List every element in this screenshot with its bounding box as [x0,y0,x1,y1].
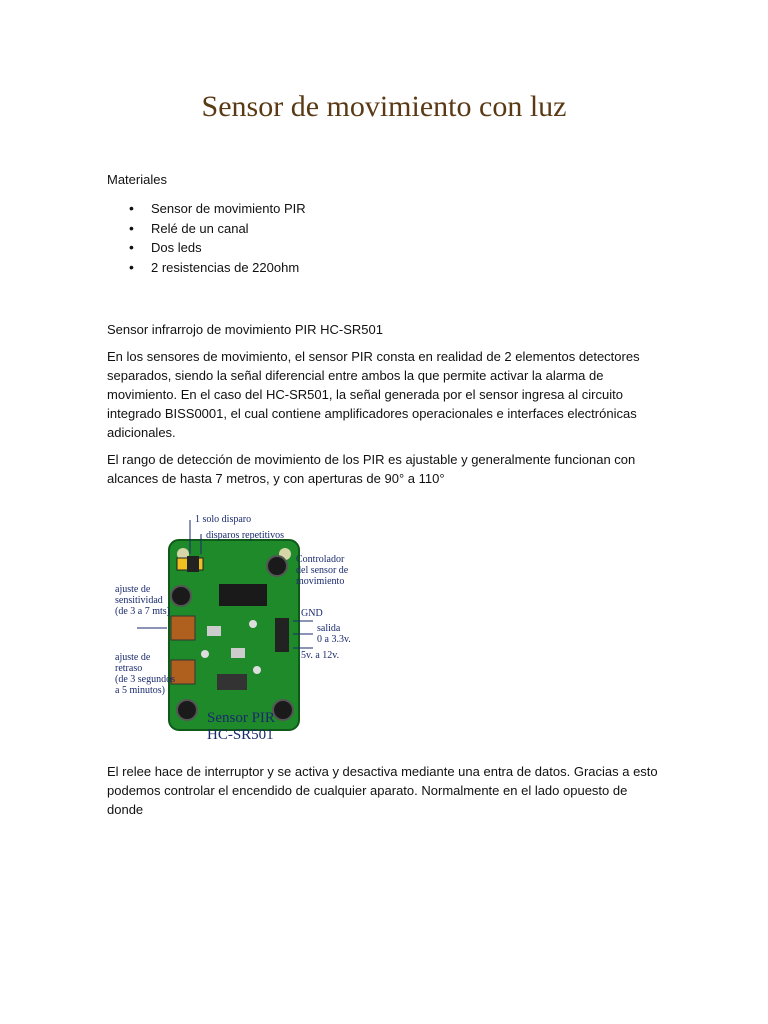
jumper-cap [187,556,199,572]
relay-paragraph: El relee hace de interruptor y se activa y desactiva mediante una entra de datos. Gracias a esto podemos controlar el encendido de cualquier aparato. Normalmente en el lado opuesto de donde [107,764,658,817]
label-gnd: GND [301,608,323,619]
solder-pad [249,620,257,628]
capacitor [267,556,287,576]
label-delay-2: retraso [115,663,143,674]
pir-sensor-figure [107,498,385,750]
capacitor [273,700,293,720]
label-output-1: salida [317,623,341,634]
label-controller-2: del sensor de [296,565,349,576]
materials-list [107,199,667,277]
label-sensitivity-2: sensitividad [115,595,163,606]
label-controller-3: movimiento [296,576,345,587]
materials-heading: Materiales [107,172,167,187]
capacitor [171,586,191,606]
label-controller-1: Controlador [296,554,345,565]
list-item: • Sensor de movimiento PIR [151,199,667,219]
capacitor [177,700,197,720]
sensor-heading: Sensor infrarrojo de movimiento PIR HC-SR501 [107,322,383,337]
component [231,648,245,658]
label-single-trigger: 1 solo disparo [195,514,252,525]
list-item: • Dos leds [151,238,667,258]
figure-caption-1: Sensor PIR [207,710,275,726]
label-sensitivity-1: ajuste de [115,584,151,595]
sensitivity-potentiometer [171,616,195,640]
page-title: Sensor de movimiento con luz [201,90,567,123]
label-delay-4: a 5 minutos) [115,685,165,696]
component [217,674,247,690]
figure-caption-2: HC-SR501 [207,727,274,743]
ic-chip [219,584,267,606]
label-vcc: 5v. a 12v. [301,650,340,661]
document-body [107,170,667,827]
solder-pad [253,666,261,674]
list-item: • 2 resistencias de 220ohm [151,258,667,278]
label-output-2: 0 a 3.3v. [317,634,351,645]
sensor-paragraph-2: El rango de detección de movimiento de los PIR es ajustable y generalmente funcionan con alcances de hasta 7 metros, y con aperturas de 90° a 110° [107,452,636,486]
component [207,626,221,636]
pir-sensor-diagram [107,498,385,750]
label-repeat-trigger: disparos repetitivos [206,530,285,541]
list-item: • Relé de un canal [151,219,667,239]
sensor-paragraph-1: En los sensores de movimiento, el sensor PIR consta en realidad de 2 elementos detectores separados, siendo la señal diferencial entre ambos la que permite activar la alarma de movimiento. En el caso del HC-SR501, la señal generada por el sensor ingresa al circuito integrado BISS0001, el cual contiene amplificadores operacionales e interfaces electrónicas adicionales. [107,349,640,440]
solder-pad [201,650,209,658]
header-pins [275,618,289,652]
label-delay-1: ajuste de [115,652,151,663]
label-delay-3: (de 3 segundos [115,674,175,685]
label-sensitivity-3: (de 3 a 7 mts) [115,606,170,617]
